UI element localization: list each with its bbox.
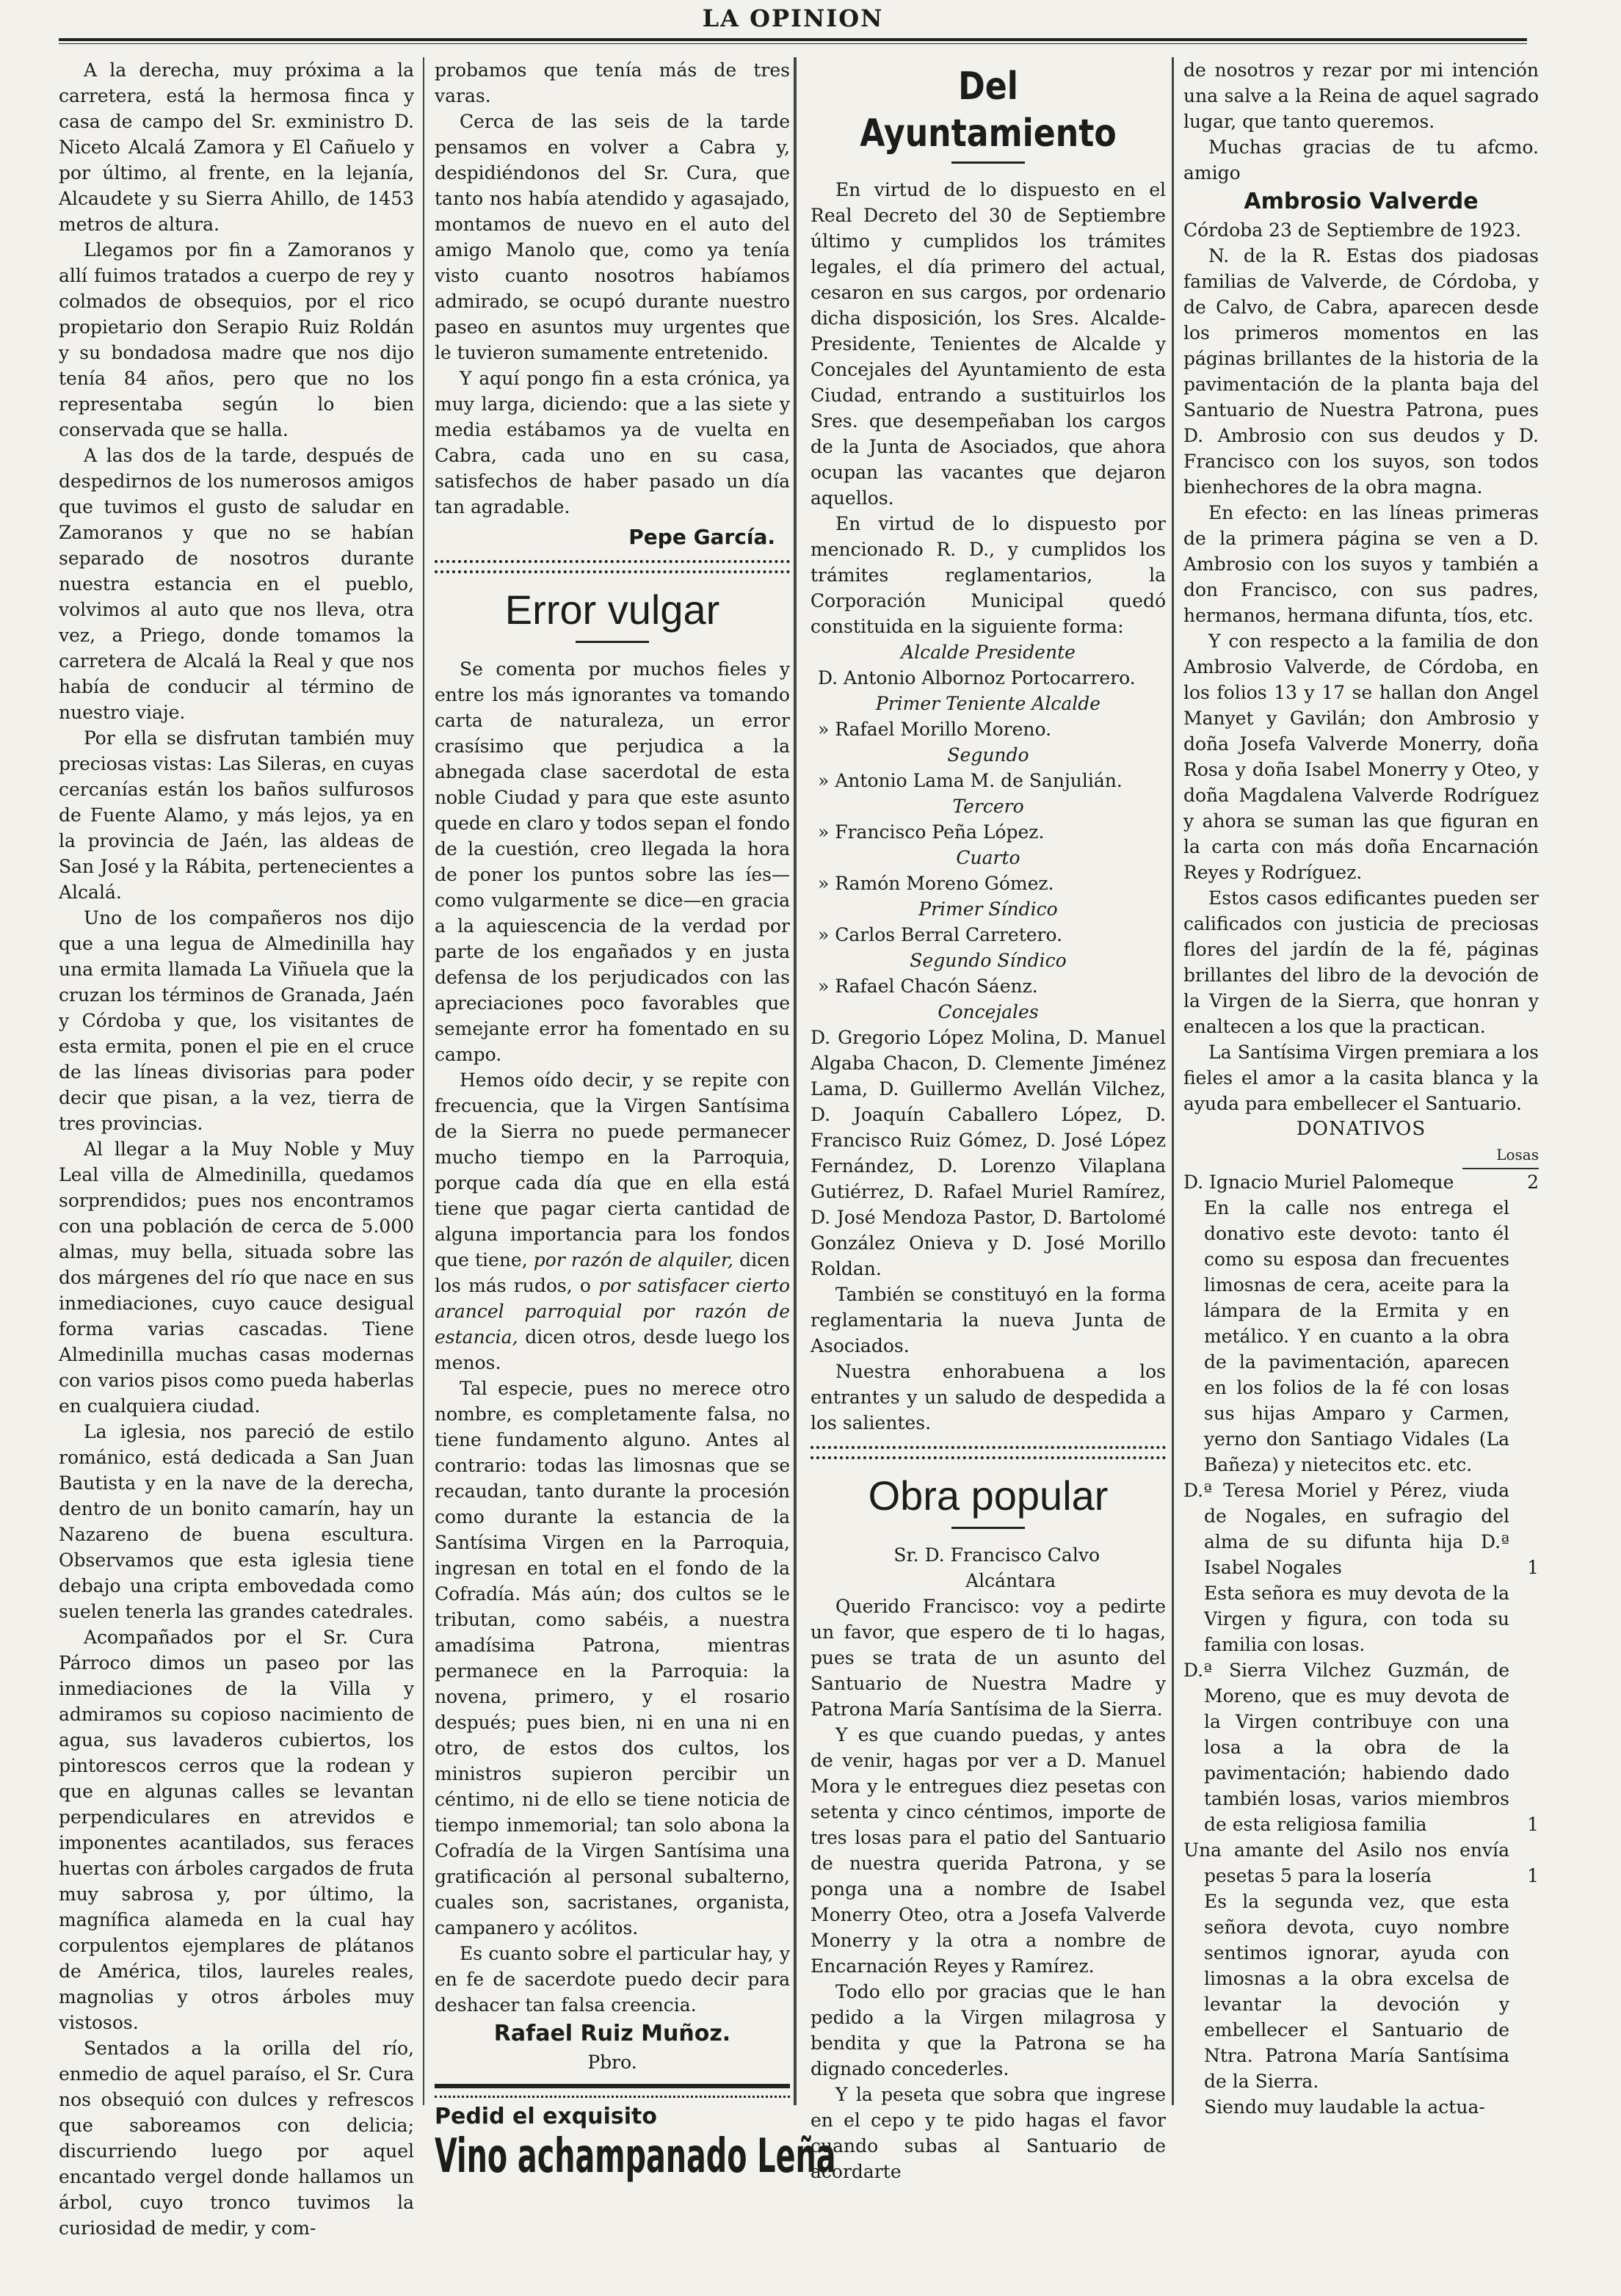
column-divider (1172, 57, 1174, 2105)
donation-entry (1183, 1580, 1539, 1657)
paragraph: Y con respecto a la familia de don Ambrosio Valverde, de Córdoba, en los folios 13 y 17 se hallan don Angel Manyet y Gavilán; don Ambrosio y doña Josefa Valverde Monerry, doña Rosa y doña Isabel Monerry y Oteo, y doña Magdalena Valverde Rodríguez y ahora se suman las que figuran en la carta con más doña Encarnación Reyes y Rodríguez. (1183, 631, 1539, 883)
donation-qty: 1 (1527, 1865, 1539, 1886)
paragraph: La iglesia, nos pareció de estilo románico, está dedicada a San Juan Bautista y en la nave de la derecha, dentro de un bonito camarín, hay un Nazareno de buena escultura. Observamos que esta iglesia tiene debajo una cripta embovedada como suelen tenerla las grandes catedrales. (59, 1421, 414, 1622)
masthead: LA OPINION (702, 4, 884, 32)
donation-text: Esta señora es muy devota de la Virgen y figura, con toda su familia con losas. (1204, 1583, 1509, 1655)
article-title: Del Ayuntamiento (860, 65, 1117, 156)
roster-role: Segundo (947, 744, 1029, 766)
author-signature: Ambrosio Valverde (1244, 189, 1479, 214)
donation-entry (1183, 2094, 1539, 2120)
letter-addressee: Sr. D. Francisco Calvo (893, 1544, 1100, 1566)
paragraph (435, 1067, 790, 1376)
paragraph: Sentados a la orilla del río, enmedio de aquel paraíso, el Sr. Cura nos obsequió con dulces y refrescos que saboreamos con delicia; discurriendo luego por aquel encantado vergel donde hallamos un árbol, cuyo tronco tuvimos la curiosidad de medir, y com- (59, 2038, 414, 2239)
donation-qty (1509, 1580, 1539, 1657)
ad-tagline: Pedid el exquisito (435, 2104, 657, 2129)
roster-name: » Francisco Peña López. (818, 821, 1045, 843)
roster-role: Tercero (952, 796, 1024, 817)
donation-text: D.ª Sierra Vilchez Guzmán, de Moreno, que es muy devota de la Virgen contribuye con una losa a la obra de la pavimentación; habiendo dado también losas, varios miembros de esta religiosa familia (1183, 1660, 1509, 1835)
donation-qty: 1 (1527, 1814, 1539, 1835)
roster-name: » Rafael Morillo Moreno. (818, 719, 1052, 740)
paragraph: Uno de los compañeros nos dijo que a una legua de Almedinilla hay una ermita llamada La Viñuela que la cruzan los términos de Granada, Jaén y Córdoba y que, los visitantes de esta ermita, ponen el pie en el cruce de las líneas divisorias para poder decir que pisan, a la vez, tierra de tres provincias. (59, 907, 414, 1134)
roster-names: D. Gregorio López Molina, D. Manuel Algaba Chacon, D. Clemente Jiménez Lama, D. Guillermo Avellán Vilchez, D. Joaquín Caballero López, D. Francisco Ruiz Gómez, D. José López Fernández, D. Lorenzo Vilaplana Gutiérrez, D. Rafael Muriel Ramírez, D. José Mendoza Pastor, D. Bartolomé González Onieva y D. José Morillo Roldan. (810, 1027, 1166, 1279)
paragraph: Estos casos edificantes pueden ser calificados con justicia de preciosas flores del jardín de la fé, páginas brillantes del libro de la devoción de la Virgen de la Sierra, que honran y enaltecen a los que la practican. (1183, 887, 1539, 1037)
paragraph: Nuestra enhorabuena a los entrantes y un saludo de despedida a los salientes. (810, 1361, 1166, 1434)
header-rule (59, 38, 1527, 44)
donation-qty: 2 (1527, 1171, 1539, 1193)
donation-qty (1509, 1889, 1539, 2094)
paragraph: Acompañados por el Sr. Cura Párroco dimos un paseo por las inmediaciones de la Villa y admiramos su copioso nacimiento de agua, sus lavaderos cubiertos, los pintorescos cerros que la rodean y que en algunas calles se levantan perpendiculares en atrevidos e imponentes acantilados, sus feraces huertas con árboles cargados de fruta muy sabrosa y, por último, la magnífica alameda en la cual hay corpulentos ejemplares de plátanos de América, tilos, laureles reales, magnolias y otros árboles muy vistosos. (59, 1627, 414, 2033)
title-underline (951, 161, 1025, 164)
donation-text: D.ª Teresa Moriel y Pérez, viuda de Nogales, en sufragio del alma de su difunta hija D.ª Isabel Nogales (1183, 1480, 1509, 1578)
paragraph: Y la peseta que sobra que ingrese en el cepo y te pido hagas el favor cuando subas al Santuario de acordarte (810, 2084, 1166, 2182)
author-signature: Rafael Ruiz Muñoz. (493, 2021, 731, 2046)
paragraph: N. de la R. Estas dos piadosas familias de Valverde, de Córdoba, y de Calvo, de Cabra, aparecen desde los primeros momentos en las páginas brillantes de la historia de la pavimentación de la planta baja del Santuario de Nuestra Patrona, pues D. Ambrosio con sus deudos y D. Francisco con los suyos, son todos bienhechores de la obra magna. (1183, 245, 1539, 498)
donation-qty: 1 (1527, 1557, 1539, 1578)
roster (810, 639, 1166, 1282)
roster-name: » Ramón Moreno Gómez. (818, 873, 1054, 894)
dateline: Córdoba 23 de Septiembre de 1923. (1183, 219, 1522, 241)
roster-role: Segundo Síndico (910, 950, 1067, 971)
paragraph: Por ella se disfrutan también muy preciosas vistas: Las Sileras, en cuyas cercanías están los baños sulfurosos de Fuente Alamo, y más lejos, ya en la provincia de Jaén, las aldeas de San José y la Rábita, pertenecientes a Alcalá. (59, 727, 414, 903)
paragraph: La Santísima Virgen premiara a los fieles el amor a la casita blanca y la ayuda para embellecer el Santuario. (1183, 1042, 1539, 1114)
italic-phrase: por satisfacer cierto arancel parroquial por razón de estancia, (435, 1275, 791, 1348)
paragraph: También se constituyó en la forma reglamentaria la nueva Junta de Asociados. (810, 1284, 1166, 1356)
title-underline (576, 641, 649, 643)
paragraph: En efecto: en las líneas primeras de la primera página se ven a D. Ambrosio con los suyos y también a don Francisco, con sus padres, hermanos, hermana difunta, tíos, etc. (1183, 502, 1539, 626)
text-run: Hemos oído decir, y se repite con frecuencia, que la Virgen Santísima de la Sierra no puede permanecer mucho tiempo en la Parroquia, porque cada día que en ella está tiene que pagar cierta cantidad de alguna importancia para los fondos que tiene, (435, 1069, 790, 1271)
donation-text: En la calle nos entrega el donativo este devoto: tanto él como su esposa dan frecuentes limosnas de cera, aceite para la lámpara de la Ermita y en metálico. Y en cuanto a la obra de la pavimentación, aparecen en los folios de la fé con losas sus hijas Amparo y Carmen, yerno don Santiago Vidales (La Bañeza) y nietecitos etc. etc. (1204, 1197, 1509, 1475)
donation-entry (1183, 1195, 1539, 1478)
paragraph: A las dos de la tarde, después de despedirnos de los numerosos amigos que tuvimos el gusto de saludar en Zamoranos y que no se habían separado de nosotros durante nuestra estancia en el pueblo, volvimos al auto que nos lleva, otra vez, a Priego, donde tomamos la carretera de Alcalá la Real y que nos había de conducir al término de nuestro viaje. (59, 445, 414, 723)
article-title: Error vulgar (504, 586, 720, 633)
column-divider (794, 57, 797, 2105)
donation-qty (1509, 1195, 1539, 1478)
column-1 (59, 57, 414, 2239)
roster-role: Primer Síndico (918, 898, 1058, 920)
column-divider (423, 57, 424, 2105)
roster-name: » Rafael Chacón Sáenz. (818, 976, 1038, 997)
roster-name: D. Antonio Albornoz Portocarrero. (818, 667, 1136, 689)
roster-role: Primer Teniente Alcalde (875, 693, 1101, 714)
section-divider (435, 560, 790, 573)
roster-name: » Carlos Berral Carretero. (818, 924, 1063, 945)
paragraph: Cerca de las seis de la tarde pensamos en volver a Cabra y, despidiéndonos del Sr. Cura, que tanto nos había atendido y agasajado, montamos de nuevo en el auto del amigo Manolo que, como ya tenía visto cuanto nosotros habíamos admirado, se ocupó durante nuestro paseo en asuntos muy urgentes que le tuvieron sumamente entretenido. (435, 111, 790, 363)
roster-role: Alcalde Presidente (901, 642, 1076, 663)
paragraph: Querido Francisco: voy a pedirte un favor, que espero de ti lo hagas, pues se trata de un asunto del Santuario de Nuestra Madre y Patrona María Santísima de la Sierra. (810, 1596, 1166, 1720)
donation-entry (1183, 1889, 1539, 2094)
column-3 (810, 57, 1166, 2182)
section-heading: DONATIVOS (1296, 1118, 1426, 1140)
section-divider (810, 1446, 1166, 1459)
paragraph: Es cuanto sobre el particular hay, y en fe de sacerdote puedo decir para deshacer tan falsa creencia. (435, 1943, 790, 2016)
paragraph: Se comenta por muchos fieles y entre los más ignorantes va tomando carta de naturaleza, un error crasísimo que perjudica a la abnegada clase sacerdotal de esta noble Ciudad y para que este asunto quede en claro y todos sepan el fondo de la cuestión, creo llegada la hora de poner los puntos sobre las íes—como vulgarmente se dice—en gracia a la aquiescencia de la verdad por parte de los engañados y en justa defensa de los perjudicados con las apreciaciones poco favorables que semejante error ha fomentado en su campo. (435, 658, 790, 1065)
donation-entry (1183, 1837, 1539, 1889)
donation-entry (1183, 1657, 1539, 1837)
title-underline (951, 1527, 1025, 1529)
article-title: Obra popular (868, 1472, 1109, 1519)
ad-headline: Vino achampanado Leña (435, 2129, 836, 2184)
donation-entry (1183, 1478, 1539, 1580)
paragraph: En virtud de lo dispuesto en el Real Decreto del 30 de Septiembre último y cumplidos los trámites legales, el día primero del actual, cesaron en sus cargos, por ordenario dicha disposición, los Sres. Alcalde-Presidente, Tenientes de Alcalde y Concejales del Ayuntamiento de esta Ciudad, entrando a sustituirlos los Sres. que desempeñaban los cargos de la Junta de Asociados, que ahora ocupan las vacantes que dejaron aquellos. (810, 179, 1166, 509)
letter-addressee-place: Alcántara (965, 1570, 1056, 1591)
roster-role: Cuarto (956, 847, 1020, 868)
column-2 (435, 57, 836, 2184)
paragraph: probamos que tenía más de tres varas. (435, 59, 790, 106)
closing-line: Muchas gracias de tu afcmo. amigo (1183, 137, 1539, 184)
author-signature: Pepe García. (628, 525, 775, 549)
donation-text: Una amante del Asilo nos envía pesetas 5 para la losería (1183, 1839, 1509, 1886)
paragraph: Al llegar a la Muy Noble y Muy Leal villa de Almedinilla, quedamos sorprendidos; pues nos encontramos con una población de cerca de 5.000 almas, muy bella, situada sobre las dos márgenes del río que nace en sus inmediaciones, cuyo cauce desigual forma varias cascadas. Tiene Almedinilla muchas casas modernas con varios pisos como pueda haberlas en cualquiera ciudad. (59, 1138, 414, 1417)
text-run: dicen los más rudos, o (435, 1249, 791, 1296)
italic-phrase: por razón de alquiler, (533, 1249, 734, 1271)
donation-text: Es la segunda vez, que esta señora devota, cuyo nombre sentimos ignorar, ayuda con limosnas a la obra excelsa de levantar la devoción y embellecer el Santuario de Ntra. Patrona María Santísima de la Sierra. (1204, 1891, 1509, 2092)
donation-text: Siendo muy laudable la actua- (1204, 2096, 1485, 2118)
paragraph: Todo ello por gracias que le han pedido a la Virgen milagrosa y bendita y que la Patrona se ha dignado concederles. (810, 1981, 1166, 2079)
roster-role: Concejales (938, 1001, 1039, 1022)
paragraph: Llegamos por fin a Zamoranos y allí fuimos tratados a cuerpo de rey y colmados de obsequios, por el rico propietario don Serapio Ruiz Roldán y su bondadosa madre que nos dijo tenía 84 años, pero que no los representaba según lo bien conservada que se halla. (59, 239, 414, 440)
donation-entry (1183, 1169, 1539, 1195)
paragraph: de nosotros y rezar por mi intención una salve a la Reina de aquel sagrado lugar, que tanto queremos. (1183, 59, 1539, 132)
paragraph: Y aquí pongo fin a esta crónica, ya muy larga, diciendo: que a las siete y media estábamos ya de vuelta en Cabra, cada uno en su casa, satisfechos de haber pasado un día tan agradable. (435, 368, 790, 517)
donation-qty (1509, 2094, 1539, 2120)
paragraph: Y es que cuando puedas, y antes de venir, hagas por ver a D. Manuel Mora y le entregues diez pesetas con setenta y cinco céntimos, importe de tres losas para el patio del Santuario de nuestra querida Patrona, y se ponga una a nombre de Isabel Monerry Oteo, otra a Josefa Valverde Monerry y la otra a nombre de Encarnación Reyes y Ramírez. (810, 1724, 1166, 1977)
column-4 (1183, 57, 1539, 2142)
ad-divider (435, 2084, 790, 2098)
paragraph: En virtud de lo dispuesto por mencionado R. D., y cumplidos los trámites reglamentarios, la Corporación Municipal quedó constituida en la siguiente forma: (810, 513, 1166, 637)
column-header-losas: Losas (1462, 1142, 1539, 1169)
paragraph: Tal especie, pues no merece otro nombre, es completamente falsa, no tiene fundamento alguno. Antes al contrario: todas las limosnas que se recaudan, tanto durante la procesión como durante la estancia de la Santísima Virgen en la Parroquia, ingresan en total en el fondo de la Cofradía. Más aún; dos cultos se le tributan, como sabéis, a nuestra amadísima Patrona, mientras permanece en la Parroquia: la novena, primero, y el rosario después; pues bien, ni en una ni en otro, de estos dos cultos, los ministros supieron percibir un céntimo, ni de ello se tiene noticia de tiempo inmemorial; tan solo abona la Cofradía de la Virgen Santísima una gratificación al personal subalterno, cuales son, sacristanes, organista, campanero y acólitos. (435, 1378, 790, 1939)
donation-text: D. Ignacio Muriel Palomeque (1183, 1171, 1454, 1193)
author-title: Pbro. (587, 2052, 637, 2073)
roster-name: » Antonio Lama M. de Sanjulián. (818, 770, 1123, 791)
text-run: dicen otros, desde luego los menos. (435, 1326, 790, 1373)
paragraph: A la derecha, muy próxima a la carretera, está la hermosa finca y casa de campo del Sr. exministro D. Niceto Alcalá Zamora y El Cañuelo y por último, al frente, en la lejanía, Alcaudete y su Sierra Ahillo, de 1453 metros de altura. (59, 59, 414, 235)
